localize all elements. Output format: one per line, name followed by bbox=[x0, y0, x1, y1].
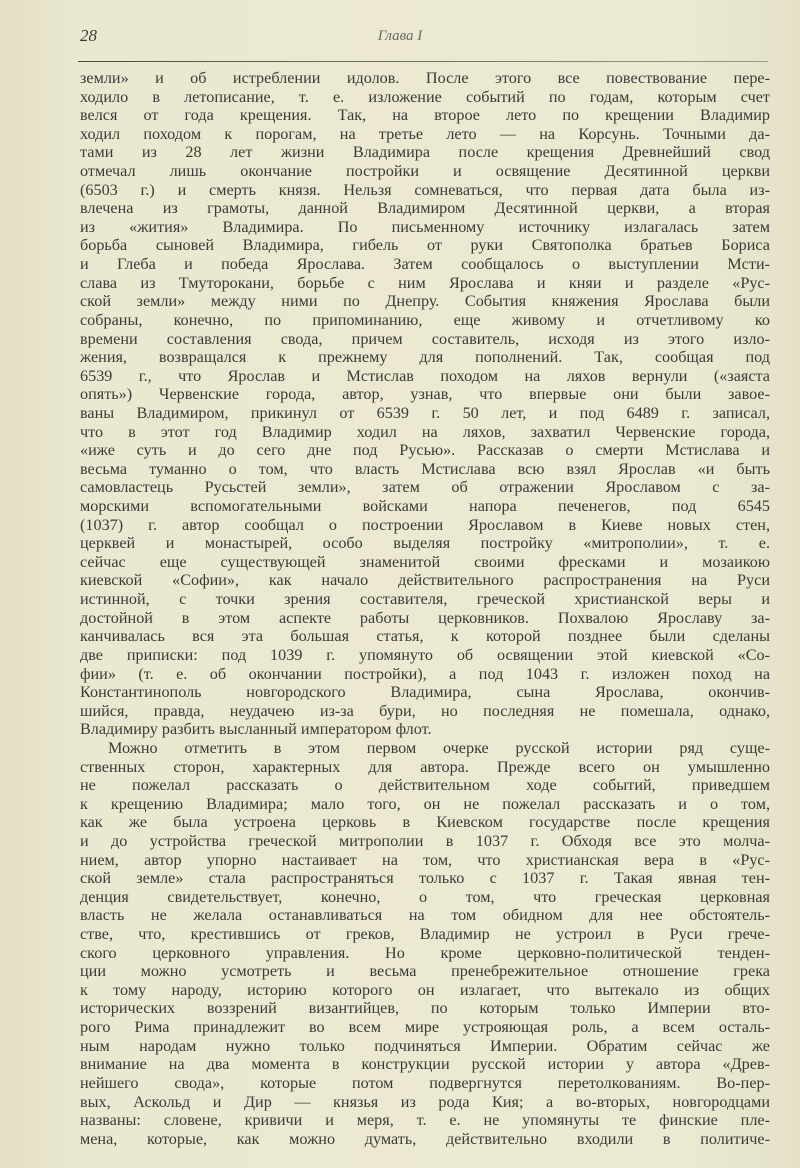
text-line: рого Рима принадлежит во всем мире устрояющая роль, а всем осталь- bbox=[80, 1018, 770, 1037]
text-line: ского церковного управления. Но кроме церковно-политической тенден- bbox=[80, 943, 770, 962]
text-line: шийся, правда, неудачею из-за бури, но последняя не помешала, однако, bbox=[80, 701, 770, 720]
text-line: «иже суть и до сего дне под Русью». Рассказав о смерти Мстислава и bbox=[80, 441, 770, 460]
paragraph bbox=[80, 69, 770, 739]
text-line: не пожелал рассказать о действительном ходе событий, приведшем bbox=[80, 776, 770, 795]
text-line: 6539 г., что Ярослав и Мстислав походом на ляхов вернули («заяста bbox=[80, 366, 770, 385]
text-line: внимание на два момента в конструкции русской истории у автора «Древ- bbox=[80, 1055, 770, 1074]
text-line: Владимиру разбить высланный императором флот. bbox=[80, 720, 432, 739]
text-line: две приписки: под 1039 г. упомянуто об освящении этой киевской «Со- bbox=[80, 645, 770, 664]
paragraph bbox=[80, 739, 770, 1148]
text-line: влечена из грамоты, данной Владимиром Десятинной церкви, а вторая bbox=[80, 199, 770, 218]
text-line: тами из 28 лет жизни Владимира после крещения Древнейший свод bbox=[80, 143, 770, 162]
header-rule bbox=[78, 61, 768, 62]
text-line: достойной в этом аспекте работы церковников. Похвалою Ярославу за- bbox=[80, 608, 770, 627]
text-line: ным народам нужно только подчиняться Империи. Обратим сейчас же bbox=[80, 1036, 770, 1055]
body-text bbox=[80, 69, 770, 1148]
text-line: весьма туманно о том, что власть Мстислава всю взял Ярослав «и быть bbox=[80, 459, 770, 478]
text-line: к крещению Владимира; мало того, он не пожелал рассказать и о том, bbox=[80, 794, 770, 813]
text-line: ходило в летописание, т. е. изложение событий по годам, которым счет bbox=[80, 87, 770, 106]
text-line: борьба сыновей Владимира, гибель от руки Святополка братьев Бориса bbox=[80, 236, 770, 255]
text-line: земли» и об истреблении идолов. После этого все повествование пере- bbox=[80, 69, 770, 87]
text-line: вых, Аскольд и Дир — князья из рода Кия; а во-вторых, новгородцами bbox=[80, 1092, 770, 1111]
text-line: велся от года крещения. Так, на второе лето по крещении Владимир bbox=[80, 106, 770, 125]
text-line: морскими вспомогательными войсками напора печенегов, под 6545 bbox=[80, 497, 770, 516]
text-line: киевской «Софии», как начало действительного распространения на Руси bbox=[80, 571, 770, 590]
running-head: Глава I bbox=[377, 28, 423, 44]
text-line: ственных сторон, характерных для автора. Прежде всего он умышленно bbox=[80, 757, 770, 776]
text-line: власть не желала останавливаться на том обидном для нее обстоятель- bbox=[80, 906, 770, 925]
text-line: ходил походом к порогам, на третье лето — на Корсунь. Точными да- bbox=[80, 124, 770, 143]
text-line: фии» (т. е. об окончании постройки), а под 1043 г. изложен поход на bbox=[80, 664, 770, 683]
text-line: самовластець Русьстей земли», затем об отражении Ярославом с за- bbox=[80, 478, 770, 497]
text-line: и Глеба и победа Ярослава. Затем сообщалось о выступлении Мсти- bbox=[80, 255, 770, 274]
text-line: сейчас еще существующей знаменитой своими фресками и мозаикою bbox=[80, 552, 770, 571]
text-line: ской земли» между ними по Днепру. События княжения Ярослава были bbox=[80, 292, 770, 311]
text-line: собраны, конечно, по припоминанию, еще живому и отчетливому ко bbox=[80, 310, 770, 329]
text-line: как же была устроена церковь в Киевском государстве после крещения bbox=[80, 813, 770, 832]
text-line: церквей и монастырей, особо выделяя постройку «митрополии», т. е. bbox=[80, 534, 770, 553]
text-line: отмечал лишь окончание постройки и освящение Десятинной церкви bbox=[80, 162, 770, 181]
text-line: жения, возвращался к прежнему для пополнений. Так, сообщая под bbox=[80, 348, 770, 367]
text-line: слава из Тмуторокани, борьбе с ним Ярослава и княи и разделе «Рус- bbox=[80, 273, 770, 292]
text-line: денция свидетельствует, конечно, о том, что греческая церковная bbox=[80, 887, 770, 906]
text-line: (1037) г. автор сообщал о построении Ярославом в Киеве новых стен, bbox=[80, 515, 770, 534]
text-line: ваны Владимиром, прикинул от 6539 г. 50 лет, и под 6489 г. записал, bbox=[80, 403, 770, 422]
text-line: стве, что, крестившись от греков, Владимир не устроил в Руси грече- bbox=[80, 925, 770, 944]
text-line: ской земле» стала распространяться только с 1037 г. Такая явная тен- bbox=[80, 869, 770, 888]
text-line: что в этот год Владимир ходил на ляхов, захватил Червенские города, bbox=[80, 422, 770, 441]
text-line: исторических воззрений византийцев, по которым только Империи вто- bbox=[80, 999, 770, 1018]
text-line: и до устройства греческой митрополии в 1037 г. Обходя все это молча- bbox=[80, 831, 770, 850]
text-line: канчивалась вся эта большая статья, к которой позднее были сделаны bbox=[80, 627, 770, 646]
text-line: времени составления свода, причем составитель, исходя из этого изло- bbox=[80, 329, 770, 348]
page-number: 28 bbox=[80, 26, 97, 45]
text-line: из «жития» Владимира. По письменному источнику излагалась затем bbox=[80, 217, 770, 236]
text-line: истинной, с точки зрения составителя, греческой христианской веры и bbox=[80, 590, 770, 609]
text-line: ции можно усмотреть и весьма пренебрежительное отношение грека bbox=[80, 962, 770, 981]
text-line: Можно отметить в этом первом очерке русской истории ряд суще- bbox=[108, 738, 770, 757]
text-line: нейшего свода», которые потом подвергнутся перетолкованиям. Во-пер- bbox=[80, 1073, 770, 1092]
text-line: нием, автор упорно настаивает на том, что христианская вера в «Рус- bbox=[80, 850, 770, 869]
text-line: опять») Червенские города, автор, узнав, что впервые они были завое- bbox=[80, 385, 770, 404]
text-line: к тому народу, историю которого он излагает, что вытекало из общих bbox=[80, 980, 770, 999]
text-line: (6503 г.) и смерть князя. Нельзя сомневаться, что первая дата была из- bbox=[80, 180, 770, 199]
text-line: Константинополь новгородского Владимира, сына Ярослава, окончив- bbox=[80, 683, 770, 702]
text-line: мена, которые, как можно думать, действительно входили в политиче- bbox=[80, 1129, 770, 1148]
text-line: названы: словене, кривичи и меря, т. е. не упомянуты те финские пле- bbox=[80, 1111, 770, 1130]
